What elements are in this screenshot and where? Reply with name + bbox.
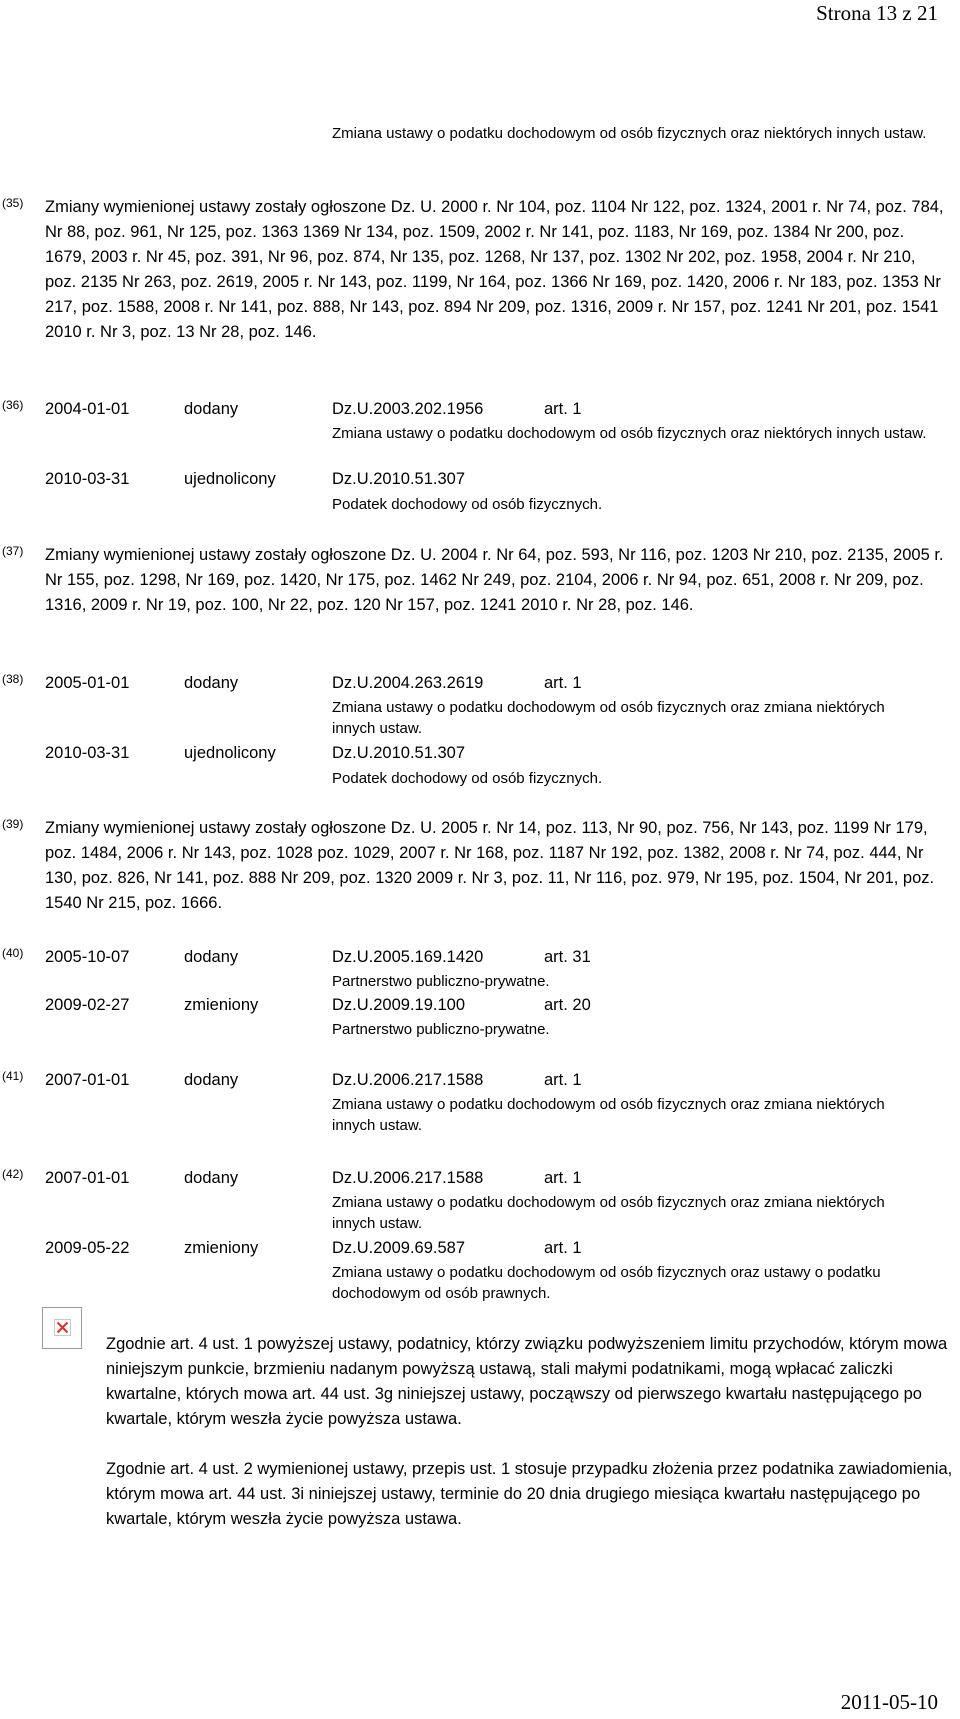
entry-date: 2009-02-27 — [45, 996, 130, 1014]
entry-article: art. 1 — [544, 400, 582, 418]
entry-date: 2007-01-01 — [45, 1169, 130, 1187]
entry-description: Zmiana ustawy o podatku dochodowym od osób fizycznych oraz niektórych innych ustaw. — [332, 425, 927, 442]
footnote-number: (35) — [2, 196, 24, 210]
entry-reference: Dz.U.2005.169.1420 — [332, 948, 484, 966]
entry-reference: Dz.U.2003.202.1956 — [332, 400, 484, 418]
footnote-number: (36) — [2, 398, 24, 412]
entry-status: dodany — [184, 1071, 239, 1089]
entry-date: 2004-01-01 — [45, 400, 130, 418]
footnote-number: (39) — [2, 817, 24, 831]
footnote-number: (38) — [2, 672, 24, 686]
entry-reference: Dz.U.2009.19.100 — [332, 996, 466, 1014]
broken-image-placeholder — [42, 1307, 82, 1349]
entry-description: Podatek dochodowy od osób fizycznych. — [332, 496, 603, 513]
entry-date: 2007-01-01 — [45, 1071, 130, 1089]
entry-status: ujednolicony — [184, 744, 276, 762]
entry-description: Zmiana ustawy o podatku dochodowym od osób fizycznych oraz ustawy o podatku dochodowym od osób prawnych. — [332, 1264, 881, 1302]
entry-reference: Dz.U.2010.51.307 — [332, 470, 466, 488]
note-paragraph: Zgodnie art. 4 ust. 1 powyższej ustawy, podatnicy, którzy związku podwyższeniem limitu przychodów, którym mowa niniejszym punkcie, brzmieniu nadanym powyższą ustawą, stali małymi podatnikami, mogą wpłacać zaliczki kwartalne, których mowa art. 44 ust. 3g niniejszej ustawy, począwszy od pierwszego kwartału następującego po kwartale, którym weszła życie powyższa ustawa. — [106, 1335, 948, 1428]
amendment-list-text: Zmiany wymienionej ustawy zostały ogłoszone Dz. U. 2000 r. Nr 104, poz. 1104 Nr 122, poz. 1324, 2001 r. Nr 74, poz. 784, Nr 88, poz. 961, Nr 125, poz. 1363 1369 Nr 134, poz. 1509, 2002 r. Nr 141, poz. 1183, Nr 169, poz. 1384 Nr 200, poz. 1679, 2003 r. Nr 45, poz. 391, Nr 96, poz. 874, Nr 135, poz. 1268, Nr 137, poz. 1302 Nr 202, poz. 1958, 2004 r. Nr 210, poz. 2135 Nr 263, poz. 2619, 2005 r. Nr 143, poz. 1199, Nr 164, poz. 1366 Nr 169, poz. 1420, 2006 r. Nr 183, poz. 1353 Nr 217, poz. 1588, 2008 r. Nr 141, poz. 888, Nr 143, poz. 894 Nr 209, poz. 1316, 2009 r. Nr 157, poz. 1241 Nr 201, poz. 1541 2010 r. Nr 3, poz. 13 Nr 28, poz. 146. — [45, 198, 944, 341]
amendment-list-text: Zmiany wymienionej ustawy zostały ogłoszone Dz. U. 2004 r. Nr 64, poz. 593, Nr 116, poz. 1203 Nr 210, poz. 2135, 2005 r. Nr 155, poz. 1298, Nr 169, poz. 1420, Nr 175, poz. 1462 Nr 249, poz. 2104, 2006 r. Nr 94, poz. 651, 2008 r. Nr 209, poz. 1316, 2009 r. Nr 19, poz. 100, Nr 22, poz. 120 Nr 157, poz. 1241 2010 r. Nr 28, poz. 146. — [45, 546, 944, 614]
entry-status: dodany — [184, 400, 239, 418]
entry-description: Zmiana ustawy o podatku dochodowym od osób fizycznych oraz zmiana niektórych innych ustaw. — [332, 1194, 885, 1232]
entry-status: dodany — [184, 1169, 239, 1187]
entry-date: 2005-01-01 — [45, 674, 130, 692]
entry-status: ujednolicony — [184, 470, 276, 488]
entry-status: dodany — [184, 674, 239, 692]
entry-status: zmieniony — [184, 1239, 259, 1257]
entry-status: dodany — [184, 948, 239, 966]
amendment-list-text: Zmiany wymienionej ustawy zostały ogłoszone Dz. U. 2005 r. Nr 14, poz. 113, Nr 90, poz. 756, Nr 143, poz. 1199 Nr 179, poz. 1484, 2006 r. Nr 143, poz. 1028 poz. 1029, 2007 r. Nr 168, poz. 1187 Nr 192, poz. 1382, 2008 r. Nr 74, poz. 444, Nr 130, poz. 826, Nr 141, poz. 888 Nr 209, poz. 1320 2009 r. Nr 3, poz. 11, Nr 116, poz. 979, Nr 195, poz. 1504, Nr 201, poz. 1540 Nr 215, poz. 1666. — [45, 819, 935, 912]
footnote-number: (42) — [2, 1167, 24, 1181]
entry-reference: Dz.U.2009.69.587 — [332, 1239, 466, 1257]
entry-article: art. 20 — [544, 996, 591, 1014]
entry-reference: Dz.U.2006.217.1588 — [332, 1169, 484, 1187]
top-note: Zmiana ustawy o podatku dochodowym od osób fizycznych oraz niektórych innych ustaw. — [332, 125, 927, 142]
footnote-number: (40) — [2, 946, 24, 960]
footnote-number: (41) — [2, 1069, 24, 1083]
entry-date: 2010-03-31 — [45, 470, 130, 488]
entry-reference: Dz.U.2010.51.307 — [332, 744, 466, 762]
footnote-number: (37) — [2, 544, 24, 558]
entry-article: art. 1 — [544, 1169, 582, 1187]
entry-article: art. 1 — [544, 1239, 582, 1257]
entry-article: art. 1 — [544, 1071, 582, 1089]
entry-reference: Dz.U.2004.263.2619 — [332, 674, 484, 692]
footer-date: 2011-05-10 — [840, 1690, 938, 1714]
entry-date: 2009-05-22 — [45, 1239, 130, 1257]
entry-description: Zmiana ustawy o podatku dochodowym od osób fizycznych oraz zmiana niektórych innych ustaw. — [332, 1096, 885, 1134]
entry-date: 2010-03-31 — [45, 744, 130, 762]
entry-article: art. 1 — [544, 674, 582, 692]
entry-description: Partnerstwo publiczno-prywatne. — [332, 1021, 550, 1038]
entry-description: Podatek dochodowy od osób fizycznych. — [332, 770, 603, 787]
entry-article: art. 31 — [544, 948, 591, 966]
broken-image-icon — [54, 1319, 71, 1336]
entry-description: Partnerstwo publiczno-prywatne. — [332, 973, 550, 990]
note-paragraph: Zgodnie art. 4 ust. 2 wymienionej ustawy, przepis ust. 1 stosuje przypadku złożenia przez podatnika zawiadomienia, którym mowa art. 44 ust. 3i niniejszej ustawy, terminie do 20 dnia drugiego miesiąca kwartału następującego po kwartale, którym weszła życie powyższa ustawa. — [106, 1460, 953, 1528]
entry-status: zmieniony — [184, 996, 259, 1014]
entry-date: 2005-10-07 — [45, 948, 130, 966]
page-number: Strona 13 z 21 — [816, 1, 938, 25]
entry-description: Zmiana ustawy o podatku dochodowym od osób fizycznych oraz zmiana niektórych innych ustaw. — [332, 699, 885, 737]
entry-reference: Dz.U.2006.217.1588 — [332, 1071, 484, 1089]
